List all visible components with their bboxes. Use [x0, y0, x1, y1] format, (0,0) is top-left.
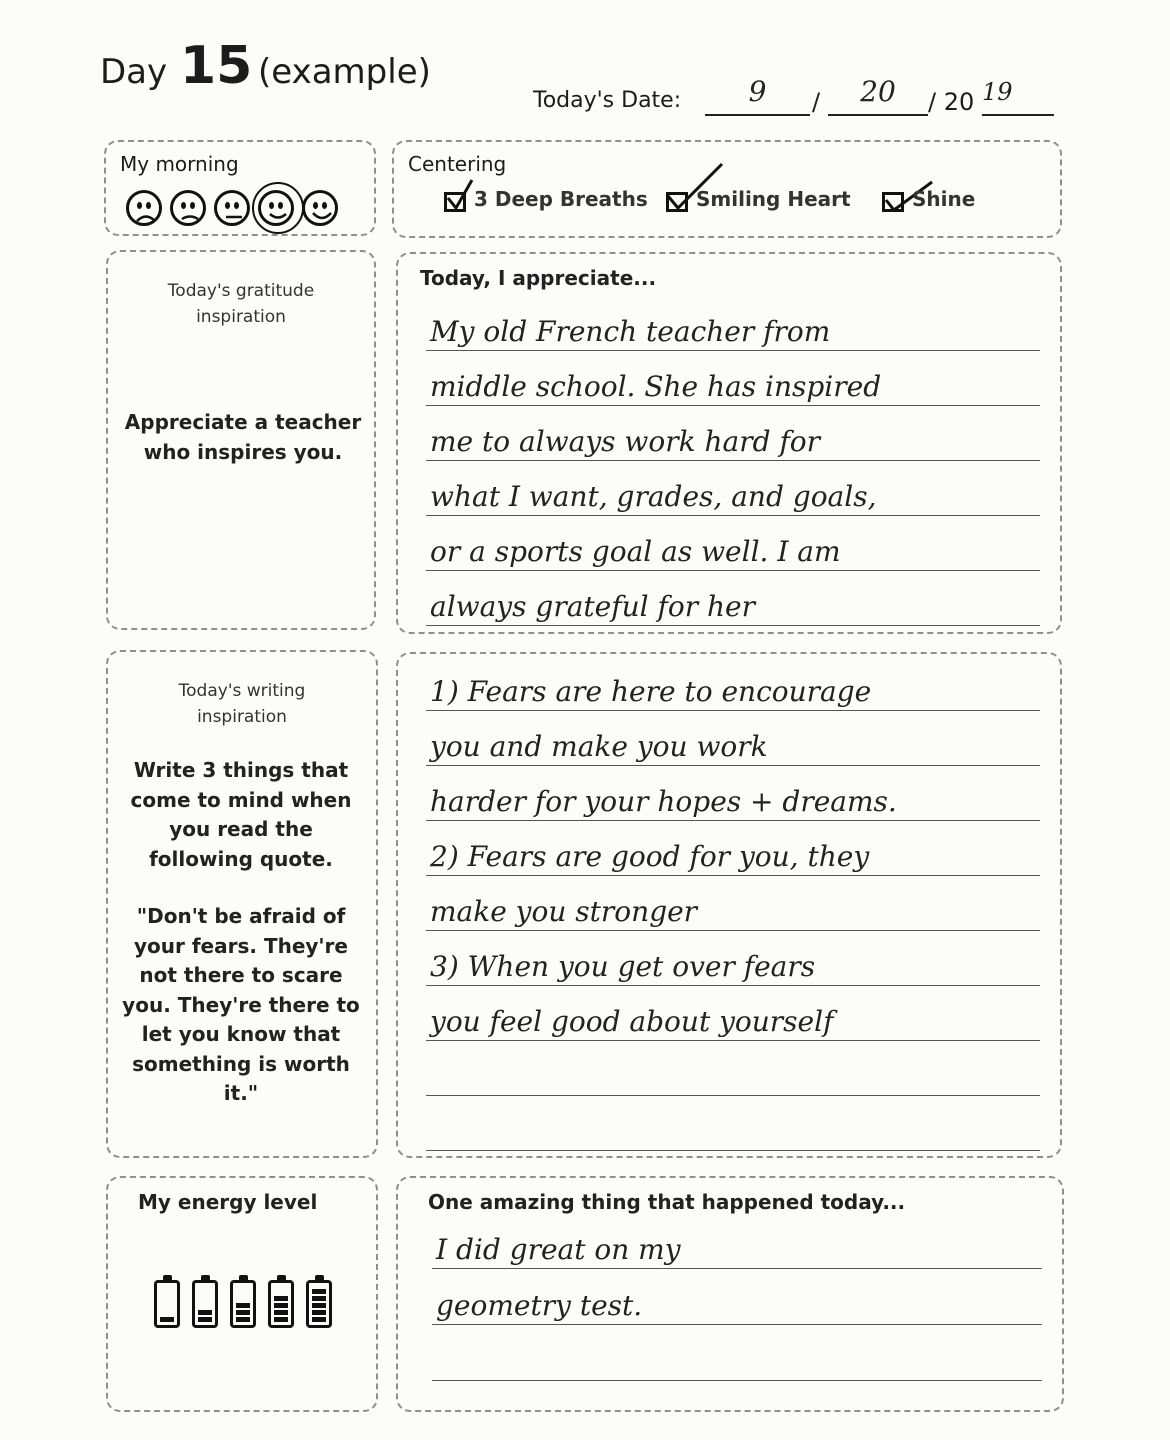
example-label: (example)	[258, 52, 431, 92]
writing-inspiration-box	[106, 650, 378, 1158]
checkmark-icon	[442, 176, 476, 214]
handwritten-line[interactable]: 1) Fears are here to encourage	[430, 675, 872, 708]
gratitude-inspiration-box	[106, 250, 376, 630]
appreciate-title: Today, I appreciate...	[420, 266, 657, 290]
date-label: Today's Date:	[533, 88, 682, 113]
handwritten-line[interactable]: you and make you work	[430, 730, 768, 763]
ruled-line	[432, 1380, 1042, 1381]
handwritten-line[interactable]: I did great on my	[436, 1233, 681, 1266]
battery-level-1-icon[interactable]	[154, 1280, 180, 1328]
handwritten-line[interactable]: or a sports goal as well. I am	[430, 535, 841, 568]
date-separator: /	[812, 88, 821, 116]
very-happy-face-icon[interactable]	[302, 190, 338, 226]
date-year-prefix: / 20	[928, 88, 975, 116]
neutral-face-icon[interactable]	[214, 190, 250, 226]
handwritten-line[interactable]: me to always work hard for	[430, 425, 821, 458]
handwritten-line[interactable]: you feel good about yourself	[430, 1005, 834, 1038]
selected-mood-circle	[252, 182, 304, 234]
centering-title: Centering	[408, 152, 507, 176]
writing-box	[396, 652, 1062, 1158]
handwritten-line[interactable]: 2) Fears are good for you, they	[430, 840, 870, 873]
amazing-title: One amazing thing that happened today...	[428, 1190, 906, 1214]
energy-box	[106, 1176, 378, 1412]
date-year-field[interactable]: 19	[982, 70, 1054, 116]
handwritten-line[interactable]: always grateful for her	[430, 590, 755, 623]
handwritten-line[interactable]: geometry test.	[436, 1289, 643, 1322]
date-day-field[interactable]: 20	[828, 70, 928, 116]
battery-level-4-icon[interactable]	[268, 1280, 294, 1328]
sad-face-icon[interactable]	[170, 190, 206, 226]
amazing-box	[396, 1176, 1064, 1412]
battery-level-5-icon[interactable]	[306, 1280, 332, 1328]
battery-level-3-icon[interactable]	[230, 1280, 256, 1328]
very-sad-face-icon[interactable]	[126, 190, 162, 226]
handwritten-line[interactable]: make you stronger	[430, 895, 698, 928]
handwritten-line[interactable]: harder for your hopes + dreams.	[430, 785, 897, 818]
handwritten-line[interactable]: what I want, grades, and goals,	[430, 480, 877, 513]
centering-box	[392, 140, 1062, 238]
gratitude-prompt: Appreciate a teacher who inspires you.	[124, 410, 362, 464]
ruled-line	[426, 1150, 1040, 1151]
day-number: 15	[180, 36, 253, 96]
energy-title: My energy level	[138, 1190, 318, 1214]
morning-title: My morning	[120, 152, 239, 176]
writing-prompt: Write 3 things that come to mind when you read the following quote.	[130, 758, 352, 871]
battery-level-2-icon[interactable]	[192, 1280, 218, 1328]
centering-item-label: Shine	[912, 187, 976, 211]
morning-box	[104, 140, 376, 236]
appreciate-box	[396, 252, 1062, 634]
handwritten-line[interactable]: middle school. She has inspired	[430, 370, 882, 403]
ruled-line	[426, 1095, 1040, 1096]
writing-inspiration-label: Today's writing inspiration	[178, 681, 306, 727]
date-month-field[interactable]: 9	[705, 70, 810, 116]
day-word: Day	[100, 52, 168, 92]
centering-item-label: Smiling Heart	[696, 187, 851, 211]
centering-item-label: 3 Deep Breaths	[474, 187, 648, 211]
gratitude-inspiration-label: Today's gratitude inspiration	[167, 281, 315, 327]
handwritten-line[interactable]: My old French teacher from	[430, 315, 831, 348]
writing-quote: "Don't be afraid of your fears. They're not there to scare you. They're there to let you know that something is worth it."	[122, 904, 360, 1105]
handwritten-line[interactable]: 3) When you get over fears	[430, 950, 816, 983]
